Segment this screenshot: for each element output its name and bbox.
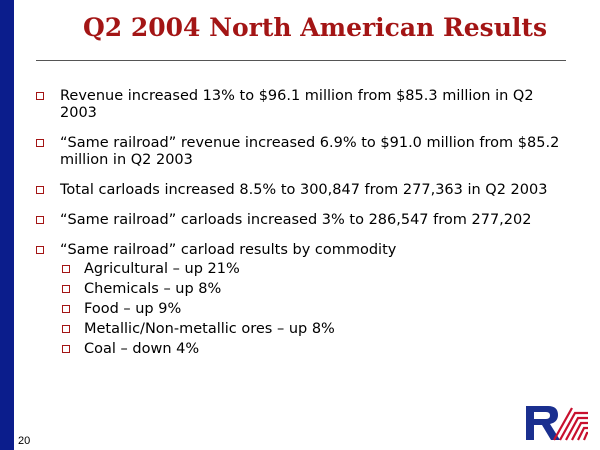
square-bullet-icon	[36, 216, 44, 224]
commodity-item	[60, 301, 571, 318]
bullet-item	[36, 212, 571, 229]
commodity-text: Chemicals – up 8%	[84, 281, 222, 297]
bullet-text: Total carloads increased 8.5% to 300,847 from 277,363 in Q2 2003	[60, 182, 548, 198]
square-bullet-icon	[36, 92, 44, 100]
commodity-list	[60, 261, 571, 358]
commodity-item	[60, 281, 571, 298]
square-bullet-icon	[62, 265, 70, 273]
title-divider	[36, 60, 566, 61]
commodity-text: Metallic/Non-metallic ores – up 8%	[84, 321, 335, 337]
commodity-text: Coal – down 4%	[84, 341, 200, 357]
square-bullet-icon	[62, 305, 70, 313]
bullet-item	[36, 135, 571, 169]
commodity-item	[60, 321, 571, 338]
square-bullet-icon	[36, 139, 44, 147]
bullet-text: “Same railroad” carload results by commodity	[60, 242, 397, 258]
square-bullet-icon	[36, 186, 44, 194]
bullet-item	[36, 88, 571, 122]
bullet-item	[36, 182, 571, 199]
commodity-text: Agricultural – up 21%	[84, 261, 240, 277]
bullet-text: Revenue increased 13% to $96.1 million from $85.3 million in Q2 2003	[60, 88, 534, 121]
commodity-text: Food – up 9%	[84, 301, 182, 317]
square-bullet-icon	[62, 345, 70, 353]
square-bullet-icon	[62, 285, 70, 293]
square-bullet-icon	[62, 325, 70, 333]
bullet-item	[36, 242, 571, 358]
bullet-text: “Same railroad” revenue increased 6.9% to $91.0 million from $85.2 million in Q2 2003	[60, 135, 560, 168]
slide-title: Q2 2004 North American Results	[82, 13, 548, 42]
square-bullet-icon	[36, 246, 44, 254]
page-number: 20	[18, 435, 31, 447]
commodity-item	[60, 341, 571, 358]
company-logo-icon	[524, 404, 590, 442]
bullet-list	[36, 88, 571, 361]
sidebar-band	[0, 0, 14, 450]
commodity-item	[60, 261, 571, 278]
bullet-text: “Same railroad” carloads increased 3% to 286,547 from 277,202	[60, 212, 532, 228]
